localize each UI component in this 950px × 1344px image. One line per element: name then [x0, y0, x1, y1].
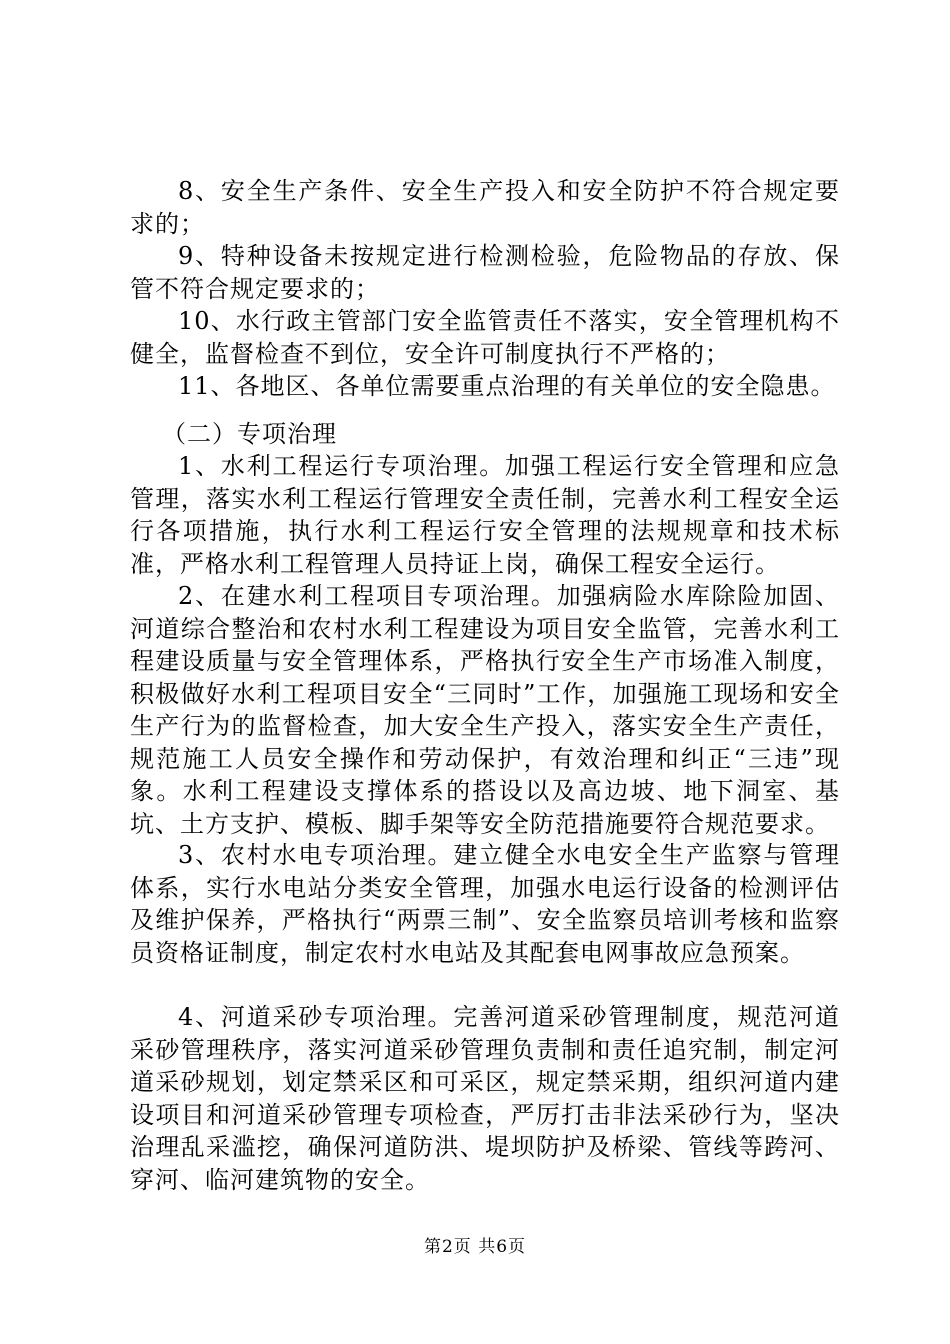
list-item-8: 8、安全生产条件、安全生产投入和安全防护不符合规定要求的； [130, 177, 840, 238]
list-item-9: 9、特种设备未按规定进行检测检验，危险物品的存放、保管不符合规定要求的； [130, 242, 840, 303]
list-item-10: 10、水行政主管部门安全监管责任不落实，安全管理机构不健全，监督检查不到位，安全许可制度执行不严格的； [130, 307, 840, 368]
section-item-4: 4、河道采砂专项治理。完善河道采砂管理制度，规范河道采砂管理秩序，落实河道采砂管理负责制和责任追究制，制定河道采砂规划，划定禁采区和可采区，规定禁采期，组织河道内建设项目和河道采砂管理专项检查，严厉打击非法采砂行为，坚决治理乱采滥挖，确保河道防洪、堤坝防护及桥梁、管线等跨河、穿河、临河建筑物的安全。 [130, 1003, 840, 1194]
section-item-1: 1、水利工程运行专项治理。加强工程运行安全管理和应急管理，落实水利工程运行管理安全责任制，完善水利工程安全运行各项措施，执行水利工程运行安全管理的法规规章和技术标准，严格水利工程管理人员持证上岗，确保工程安全运行。 [130, 452, 840, 578]
page-number-footer: 第2页 共6页 [423, 1237, 527, 1257]
section-item-2: 2、在建水利工程项目专项治理。加强病险水库除险加固、河道综合整治和农村水利工程建设为项目安全监管，完善水利工程建设质量与安全管理体系，严格执行安全生产市场准入制度，积极做好水利工程项目安全“三同时”工作，加强施工现场和安全生产行为的监督检查，加大安全生产投入，落实安全生产责任，规范施工人员安全操作和劳动保护，有效治理和纠正“三违”现象。水利工程建设支撑体系的搭设以及高边坡、地下洞室、基坑、土方支护、模板、脚手架等安全防范措施要符合规范要求。 [130, 582, 840, 838]
list-item-11: 11、各地区、各单位需要重点治理的有关单位的安全隐患。 [178, 372, 836, 400]
section-heading: （二）专项治理 [162, 420, 337, 448]
section-item-3: 3、农村水电专项治理。建立健全水电安全生产监察与管理体系，实行水电站分类安全管理，加强水电运行设备的检测评估及维护保养，严格执行“两票三制”、安全监察员培训考核和监察员资格证制度，制定农村水电站及其配套电网事故应急预案。 [130, 841, 840, 967]
